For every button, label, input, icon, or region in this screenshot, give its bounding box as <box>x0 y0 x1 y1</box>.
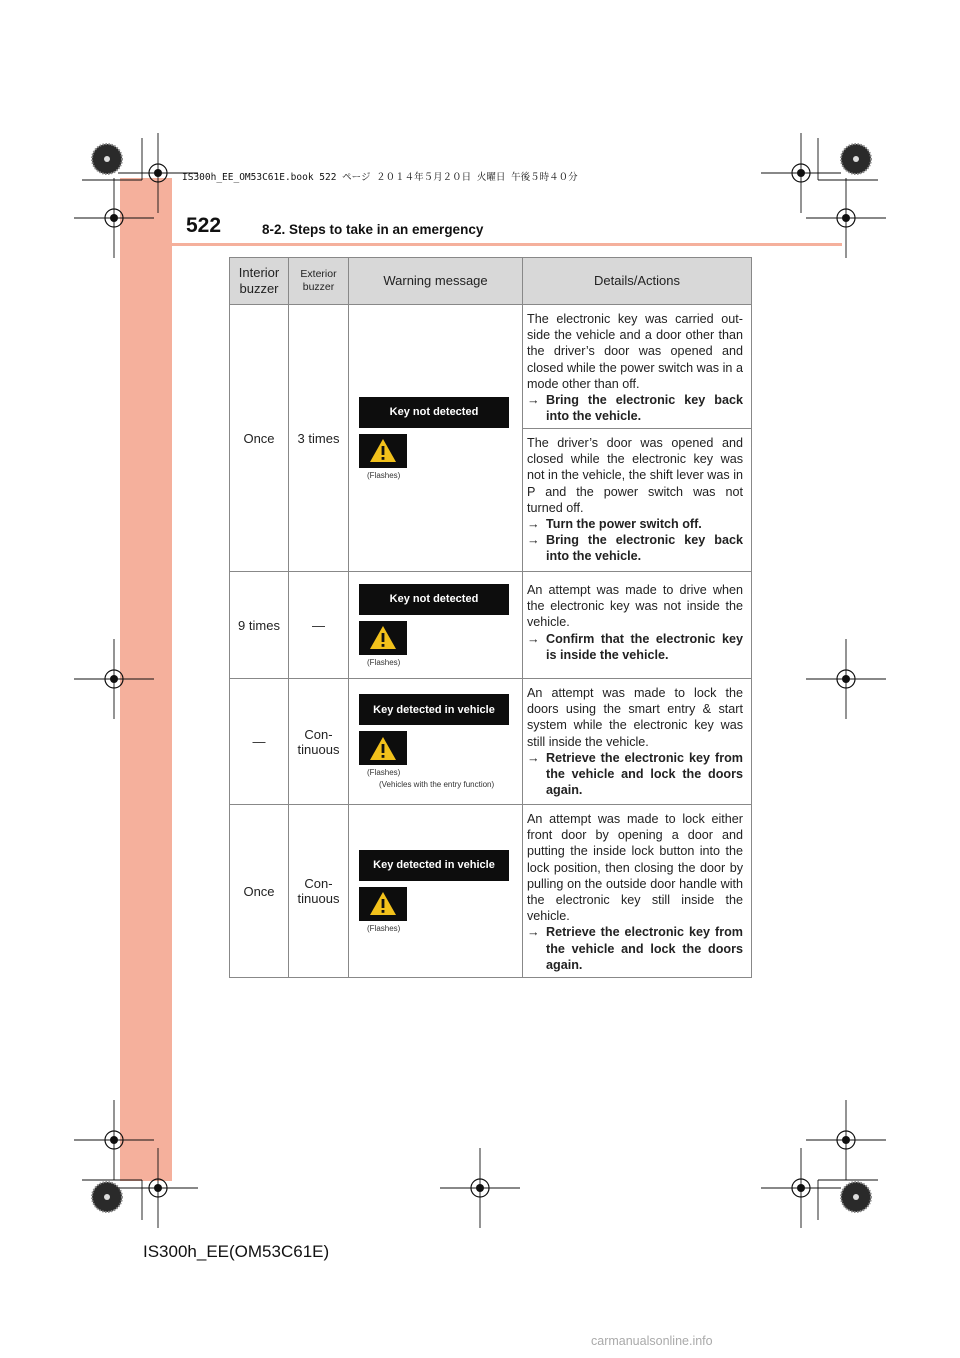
flashes-label: (Flashes) <box>367 470 401 480</box>
interior-buzzer-cell: Once <box>230 805 289 978</box>
action-line <box>527 516 743 532</box>
warning-table <box>229 257 752 978</box>
action-text: Confirm that the electronic key is inside the vehicle. <box>546 631 743 662</box>
arrow-icon: → <box>527 631 540 646</box>
display-message: Key detected in vehicle <box>359 850 509 881</box>
arrow-icon: → <box>527 533 540 548</box>
table-row <box>230 679 752 805</box>
warning-triangle-icon <box>359 731 407 765</box>
section-title: 8-2. Steps to take in an emergency <box>262 222 484 237</box>
action-text: Retrieve the electronic key from the vehicle and lock the doors again. <box>546 750 743 798</box>
action-line <box>527 532 743 564</box>
action-line <box>527 631 743 663</box>
details-text: An attempt was made to lock either front door by opening a door and putting the inside lock button into the lock position, then closing the door by pulling on the outside door handle with the electronic key still inside the vehicle. <box>527 812 743 924</box>
exterior-buzzer-cell: — <box>289 572 349 679</box>
watermark: carmanualsonline.info <box>591 1334 713 1348</box>
interior-buzzer-cell: Once <box>230 305 289 572</box>
table-row <box>230 572 752 679</box>
book-header-line: IS300h_EE_OM53C61E.book 522 ページ ２０１４年５月２０日 火曜日 午後５時４０分 <box>182 172 578 183</box>
header-details-actions: Details/Actions <box>523 258 752 305</box>
action-line <box>527 750 743 799</box>
warning-message-cell <box>349 572 523 679</box>
exterior-buzzer-cell: 3 times <box>289 305 349 572</box>
warning-message-cell <box>349 679 523 805</box>
table-header-row <box>230 258 752 305</box>
flashes-label: (Flashes) <box>367 923 401 933</box>
exterior-buzzer-cell: Con-tinuous <box>289 805 349 978</box>
page-number: 522 <box>186 214 222 237</box>
details-text: An attempt was made to drive when the electronic key was not inside the vehicle. <box>527 583 743 630</box>
action-line <box>527 392 743 424</box>
action-text: Bring the electronic key back into the vehicle. <box>546 533 743 564</box>
flashes-label: (Flashes) <box>367 657 401 667</box>
interior-buzzer-cell: — <box>230 679 289 805</box>
table-row <box>230 805 752 978</box>
flashes-label: (Flashes) <box>367 768 401 777</box>
header-exterior-buzzer: Exterior buzzer <box>289 258 349 305</box>
arrow-icon: → <box>527 925 540 940</box>
warning-triangle-icon <box>359 887 407 921</box>
entry-function-note: (Vehicles with the entry function) <box>379 780 495 789</box>
display-message: Key not detected <box>359 397 509 428</box>
details-cell <box>523 572 752 679</box>
table-row <box>230 305 752 429</box>
display-message: Key not detected <box>359 584 509 615</box>
warning-message-cell <box>349 305 523 572</box>
arrow-icon: → <box>527 517 540 532</box>
arrow-icon: → <box>527 750 540 765</box>
display-message: Key detected in vehicle <box>359 694 509 725</box>
exterior-buzzer-cell: Con-tinuous <box>289 679 349 805</box>
warning-message-cell <box>349 805 523 978</box>
details-cell <box>523 429 752 572</box>
warning-triangle-icon <box>359 621 407 655</box>
details-cell <box>523 805 752 978</box>
action-text: Retrieve the electronic key from the vehicle and lock the doors again. <box>546 925 743 972</box>
details-text: An attempt was made to lock the doors using the smart entry & start system while the electronic key was still inside the vehicle. <box>527 686 743 749</box>
header-interior-buzzer: Interior buzzer <box>230 258 289 305</box>
arrow-icon: → <box>527 393 540 408</box>
action-text: Turn the power switch off. <box>546 517 702 532</box>
action-text: Bring the electronic key back into the vehicle. <box>546 393 743 424</box>
header-warning-message: Warning message <box>349 258 523 305</box>
warning-triangle-icon <box>359 434 407 468</box>
details-text: The driver’s door was opened and closed while the electronic key was not in the vehicle, the shift lever was in P and the power switch was not turned off. <box>527 436 743 515</box>
details-cell <box>523 679 752 805</box>
details-text: The electronic key was carried out-side the vehicle and a door other than the driver’s door was opened and closed while the power switch was in a mode other than off. <box>527 312 743 391</box>
details-cell <box>523 305 752 429</box>
footer-model-code: IS300h_EE(OM53C61E) <box>143 1242 330 1261</box>
interior-buzzer-cell: 9 times <box>230 572 289 679</box>
action-line <box>527 924 743 973</box>
